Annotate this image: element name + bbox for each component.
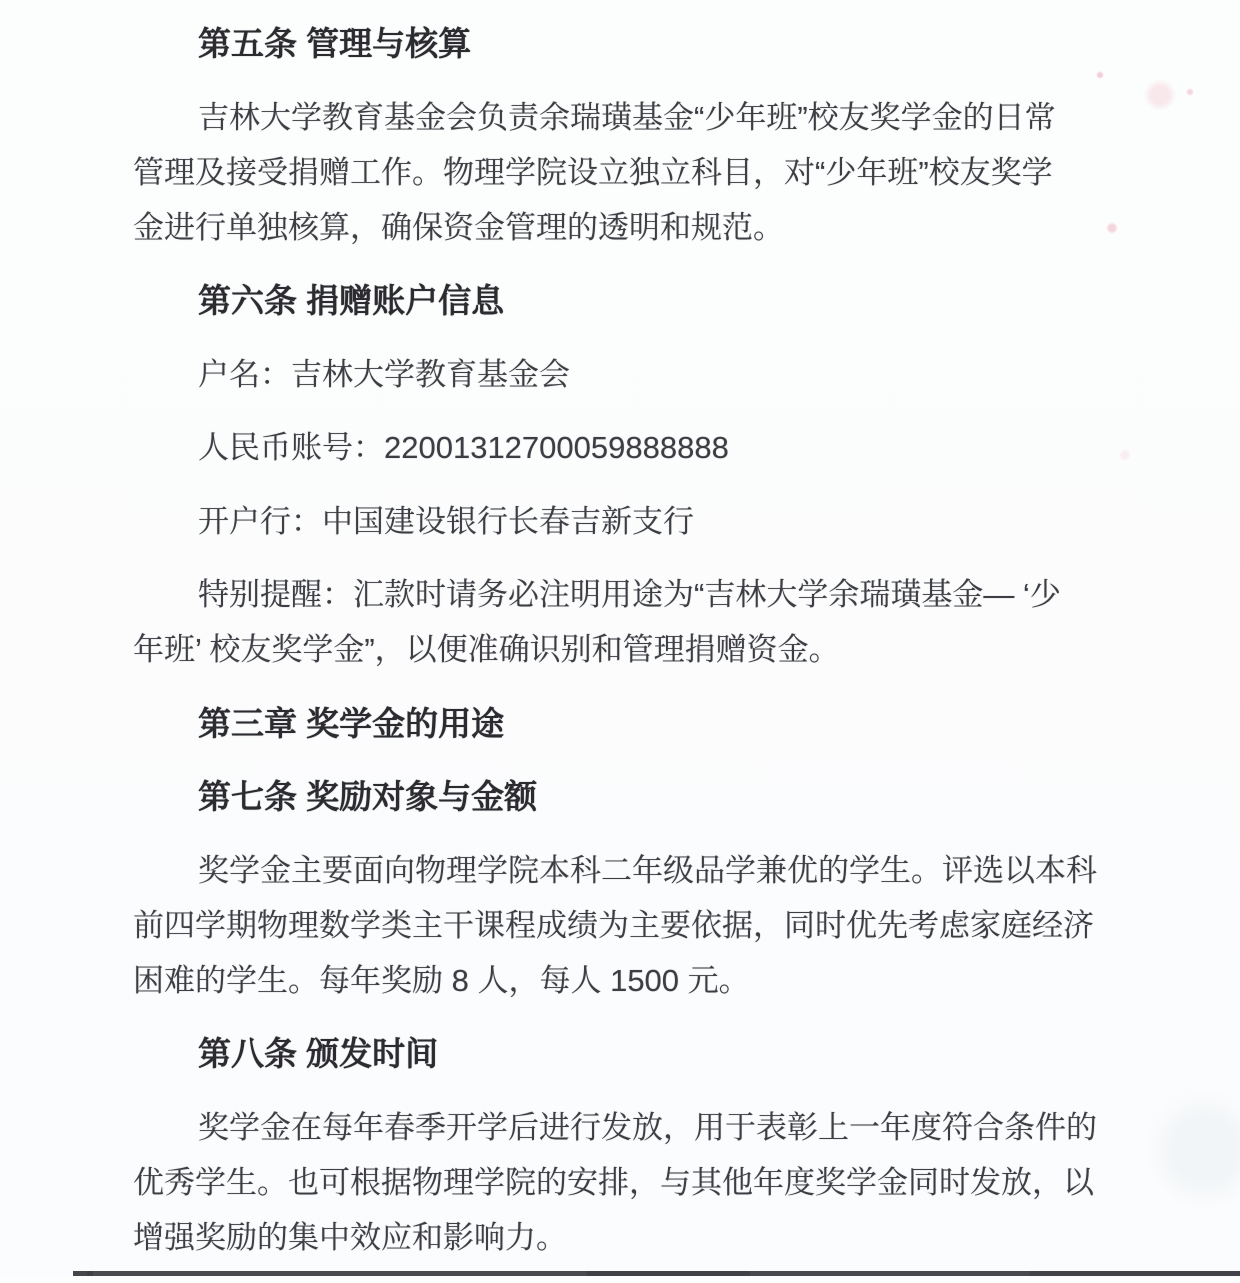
- heading-text: 第五条 管理与核算: [198, 25, 472, 62]
- paragraph-line: 增强奖励的集中效应和影响力。: [133, 1219, 567, 1255]
- paragraph-line: 前四学期物理数学类主干课程成绩为主要依据，同时优先考虑家庭经济: [133, 907, 1094, 943]
- paragraph-line: 吉林大学教育基金会负责余瑞璜基金“少年班”校友奖学金的日常: [198, 99, 1056, 135]
- document-text-area: [133, 16, 1113, 1283]
- paragraph-line: 金进行单独核算，确保资金管理的透明和规范。: [133, 209, 784, 245]
- detail-text: 开户行：中国建设银行长春吉新支行: [198, 503, 694, 539]
- paragraph-line: 奖学金主要面向物理学院本科二年级品学兼优的学生。评选以本科: [198, 852, 1097, 888]
- heading-text: 第七条 奖励对象与金额: [198, 778, 538, 815]
- heading-text: 第三章 奖学金的用途: [198, 704, 505, 742]
- paragraph-line: 特别提醒：汇款时请务必注明用途为“吉林大学余瑞璜基金— ‘少: [198, 577, 1061, 612]
- paragraph-line: 年班’ 校友奖学金”，以便准确识别和管理捐赠资金。: [133, 632, 840, 667]
- account-holder-line: [133, 347, 1113, 402]
- article-5-paragraph: [133, 90, 1113, 255]
- heading-text: 第八条 颁发时间: [198, 1035, 439, 1072]
- article-8-paragraph: [133, 1100, 1113, 1265]
- account-number-line: [133, 420, 1113, 475]
- detail-text: 户名：吉林大学教育基金会: [198, 356, 570, 392]
- detail-text: 人民币账号：22001312700059888888: [198, 430, 729, 465]
- article-8-heading: [133, 1026, 1113, 1081]
- special-reminder-paragraph: [133, 567, 1113, 677]
- cutoff-next-text-line: [73, 1271, 1240, 1276]
- article-7-paragraph: [133, 843, 1113, 1008]
- chapter-3-heading: [133, 696, 1113, 751]
- bank-branch-line: [133, 494, 1113, 549]
- paragraph-line: 困难的学生。每年奖励 8 人，每人 1500 元。: [133, 962, 750, 998]
- paragraph-line: 优秀学生。也可根据物理学院的安排，与其他年度奖学金同时发放，以: [133, 1164, 1094, 1200]
- heading-text: 第六条 捐赠账户信息: [198, 282, 505, 319]
- article-7-heading: [133, 769, 1113, 824]
- paragraph-line: 管理及接受捐赠工作。物理学院设立独立科目，对“少年班”校友奖学: [133, 154, 1053, 190]
- article-5-heading: [133, 16, 1113, 71]
- paragraph-line: 奖学金在每年春季开学后进行发放，用于表彰上一年度符合条件的: [198, 1109, 1097, 1145]
- article-6-heading: [133, 273, 1113, 328]
